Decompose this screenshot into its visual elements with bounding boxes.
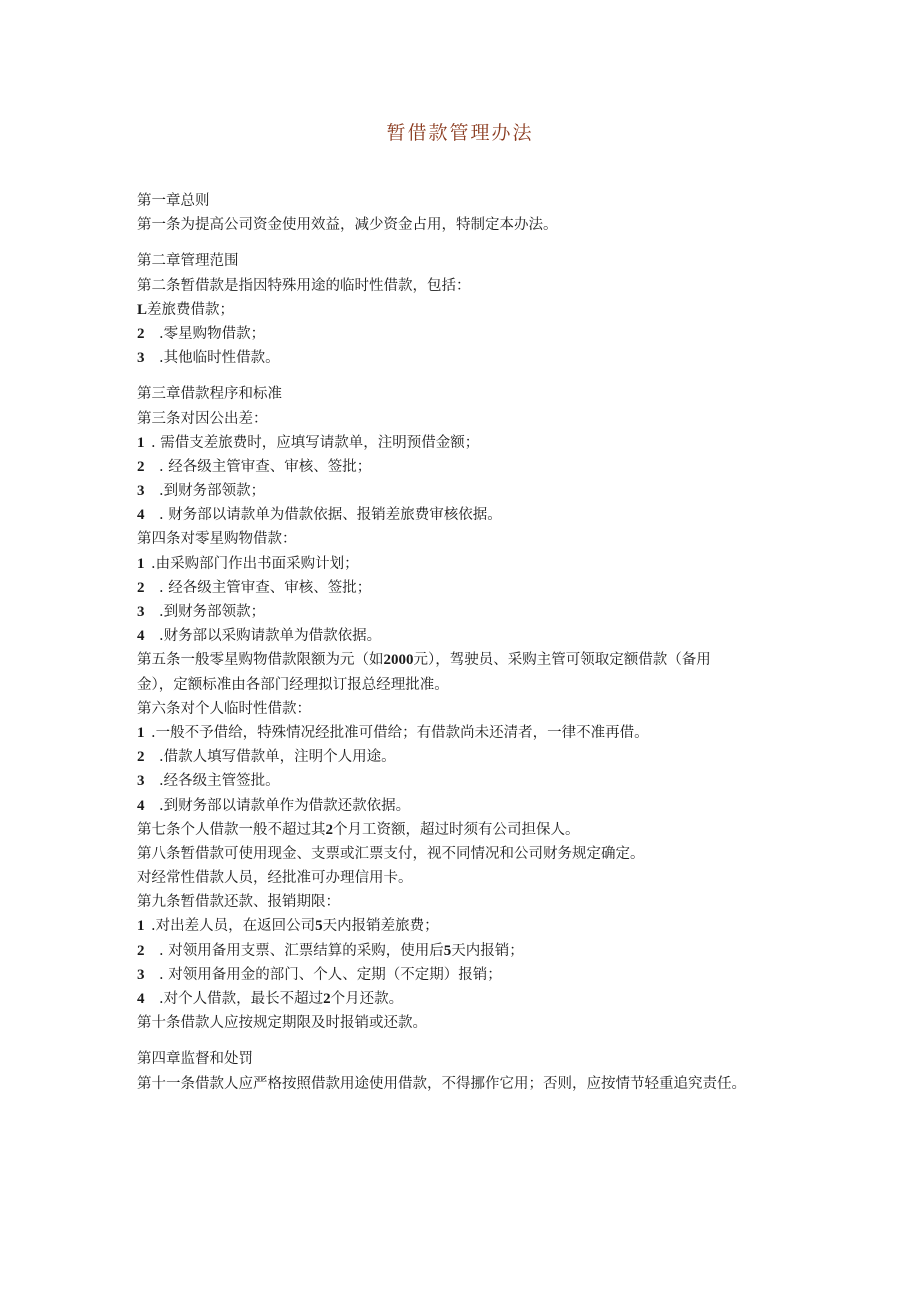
article-7 bbox=[137, 818, 837, 842]
list-item-number: 2 bbox=[137, 942, 145, 959]
list-item-text: . 对领用备用支票、汇票结算的采购，使用后 bbox=[159, 942, 444, 959]
list-item-text: .到财务部以请款单作为借款还款依据。 bbox=[159, 797, 411, 814]
list-item-text: .对个人借款，最长不超过 bbox=[159, 991, 324, 1007]
article-5-line-2: 金），定额标准由各部门经理拟订报总经理批准。 bbox=[137, 676, 449, 693]
list-item-number: 3 bbox=[137, 350, 145, 367]
list-item-text: 个月还款。 bbox=[330, 991, 404, 1007]
list-item-days: 5 bbox=[315, 918, 323, 935]
list-item-text: .借款人填写借款单，注明个人用途。 bbox=[159, 749, 396, 766]
list-item-number: 4 bbox=[137, 991, 145, 1007]
article-10: 第十条借款人应按规定期限及时报销或还款。 bbox=[137, 1015, 427, 1032]
document-title: 暂借款管理办法 bbox=[386, 122, 534, 144]
list-item-number: 1 bbox=[137, 555, 145, 572]
article-4: 第四条对零星购物借款： bbox=[137, 531, 297, 548]
list-item-number: 1 bbox=[137, 918, 145, 935]
list-item bbox=[137, 503, 837, 527]
list-item bbox=[137, 346, 837, 370]
chapter-3-heading: 第三章借款程序和标准 bbox=[137, 386, 282, 403]
article-5-text: 元），驾驶员、采购主管可领取定额借款（备用 bbox=[413, 652, 711, 669]
list-item-number: L bbox=[137, 301, 148, 318]
list-item-number: 2 bbox=[137, 458, 145, 475]
list-item-text: . 财务部以请款单为借款依据、报销差旅费审核依据。 bbox=[159, 507, 502, 524]
article-8-extra: 对经常性借款人员，经批准可办理信用卡。 bbox=[137, 870, 413, 887]
list-item-text: .到财务部领款； bbox=[159, 483, 266, 500]
article-6: 第六条对个人临时性借款： bbox=[137, 700, 311, 717]
article-5-text: 第五条一般零星购物借款限额为元（如 bbox=[137, 652, 384, 669]
list-item bbox=[137, 624, 837, 648]
list-item bbox=[137, 552, 837, 576]
article-7-text: 个月工资额，超过时须有公司担保人。 bbox=[333, 821, 580, 838]
list-item bbox=[137, 455, 837, 479]
list-item-number: 3 bbox=[137, 483, 145, 500]
list-item-text: .零星购物借款； bbox=[159, 325, 266, 342]
list-item-number: 2 bbox=[137, 749, 145, 766]
article-7-number: 2 bbox=[325, 821, 333, 838]
chapter-1-heading: 第一章总则 bbox=[137, 193, 210, 209]
list-item-text: .其他临时性借款。 bbox=[159, 350, 280, 367]
list-item-number: 2 bbox=[137, 325, 145, 342]
list-item bbox=[137, 298, 837, 322]
article-11: 第十一条借款人应严格按照借款用途使用借款，不得挪作它用；否则，应按情节轻重追究责任。 bbox=[137, 1075, 746, 1092]
list-item-text: . 对领用备用金的部门、个人、定期（不定期）报销； bbox=[159, 966, 502, 983]
article-5-line-1 bbox=[137, 648, 837, 672]
list-item-text: . 经各级主管审查、审核、签批； bbox=[159, 458, 372, 475]
list-item bbox=[137, 939, 837, 963]
article-7-text: 第七条个人借款一般不超过其 bbox=[137, 821, 326, 838]
list-item-number: 1 bbox=[137, 724, 145, 741]
list-item-text: .对出差人员，在返回公司 bbox=[151, 918, 316, 935]
list-item-number: 4 bbox=[137, 507, 145, 524]
list-item-number: 4 bbox=[137, 797, 145, 814]
list-item bbox=[137, 721, 837, 745]
document-body bbox=[137, 189, 837, 1096]
article-5-amount: 2000 bbox=[383, 652, 414, 669]
list-item-text: . 需借支差旅费时，应填写请款单，注明预借金额； bbox=[151, 434, 480, 451]
list-item-number: 2 bbox=[137, 579, 145, 596]
list-item bbox=[137, 431, 837, 455]
list-item bbox=[137, 914, 837, 938]
list-item bbox=[137, 963, 837, 987]
list-item bbox=[137, 794, 837, 818]
list-item-number: 3 bbox=[137, 604, 145, 620]
list-item-text: .由采购部门作出书面采购计划； bbox=[151, 555, 359, 572]
list-item-text: 天内报销差旅费； bbox=[322, 918, 439, 935]
article-8: 第八条暂借款可使用现金、支票或汇票支付，视不同情况和公司财务规定确定。 bbox=[137, 845, 645, 862]
article-9: 第九条暂借款还款、报销期限： bbox=[137, 894, 340, 911]
list-item-text: .财务部以采购请款单为借款依据。 bbox=[159, 628, 382, 645]
list-item bbox=[137, 479, 837, 503]
chapter-4-heading: 第四章监督和处罚 bbox=[137, 1051, 253, 1068]
chapter-2-heading: 第二章管理范围 bbox=[137, 253, 239, 270]
list-item-number: 1 bbox=[137, 434, 145, 451]
list-item bbox=[137, 600, 837, 624]
article-2: 第二条暂借款是指因特殊用途的临时性借款，包括： bbox=[137, 277, 471, 294]
article-1: 第一条为提高公司资金使用效益，减少资金占用，特制定本办法。 bbox=[137, 217, 558, 234]
list-item-text: .到财务部领款； bbox=[159, 604, 266, 620]
list-item-text: .经各级主管签批。 bbox=[159, 773, 280, 790]
list-item-days: 5 bbox=[443, 942, 452, 959]
list-item bbox=[137, 576, 837, 600]
list-item-months: 2 bbox=[323, 991, 331, 1007]
list-item bbox=[137, 769, 837, 793]
article-3: 第三条对因公出差： bbox=[137, 410, 268, 427]
list-item-text: .一般不予借给，特殊情况经批准可借给；有借款尚未还清者，一律不准再借。 bbox=[151, 724, 649, 741]
list-item bbox=[137, 322, 837, 346]
list-item-text: 差旅费借款； bbox=[147, 301, 235, 318]
list-item-number: 3 bbox=[137, 773, 145, 790]
list-item-number: 4 bbox=[137, 628, 145, 645]
list-item-text: 天内报销； bbox=[451, 942, 524, 959]
list-item bbox=[137, 987, 837, 1011]
list-item bbox=[137, 745, 837, 769]
list-item-number: 3 bbox=[137, 966, 145, 983]
list-item-text: . 经各级主管审查、审核、签批； bbox=[159, 579, 372, 596]
